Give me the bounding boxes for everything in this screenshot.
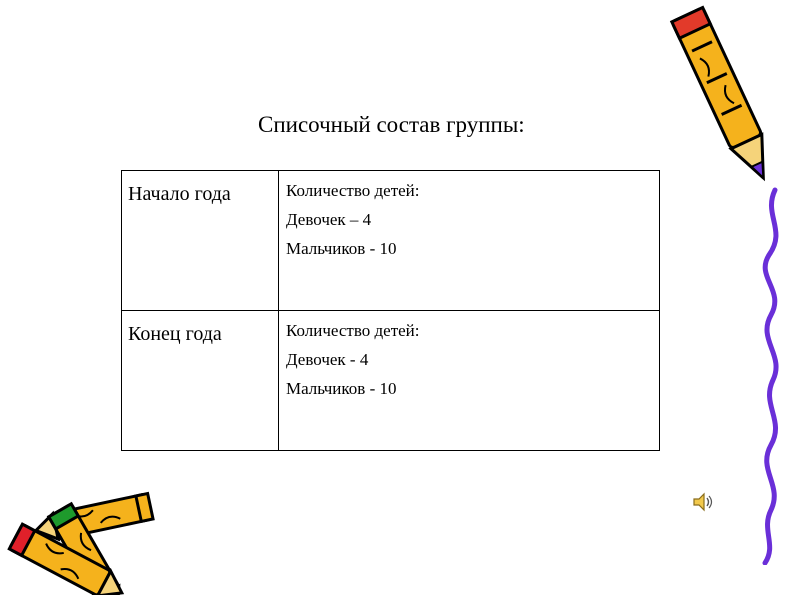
squiggle-line bbox=[745, 185, 795, 565]
info-line: Мальчиков - 10 bbox=[286, 239, 397, 258]
table-row bbox=[122, 171, 660, 311]
group-table bbox=[121, 170, 660, 451]
info-cell bbox=[279, 311, 660, 451]
info-line: Количество детей: bbox=[286, 321, 420, 340]
crayon-icon bbox=[668, 0, 788, 195]
info-cell bbox=[279, 171, 660, 311]
info-line: Количество детей: bbox=[286, 181, 420, 200]
period-cell: Начало года bbox=[122, 171, 279, 311]
table-row bbox=[122, 311, 660, 451]
info-line: Девочек - 4 bbox=[286, 350, 369, 369]
period-cell: Конец года bbox=[122, 311, 279, 451]
slide-title: Списочный состав группы: bbox=[258, 112, 525, 137]
info-line: Девочек – 4 bbox=[286, 210, 372, 229]
crayons-icon bbox=[0, 480, 170, 595]
speaker-icon[interactable] bbox=[692, 491, 714, 513]
info-line: Мальчиков - 10 bbox=[286, 379, 397, 398]
